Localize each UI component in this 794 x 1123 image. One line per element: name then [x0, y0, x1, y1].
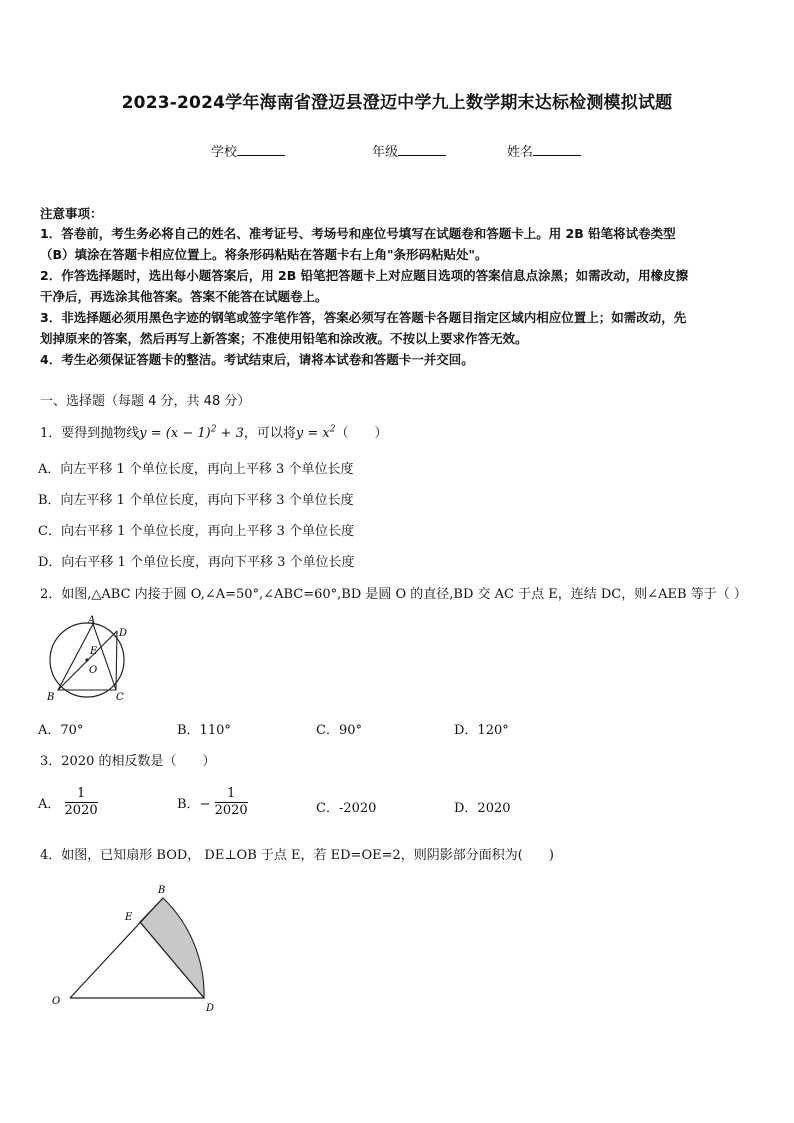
q3-option-a: A． $\frac{1}{2020}$	[38, 786, 98, 818]
school-field	[211, 141, 285, 160]
question-2: 2．如图,△ABC 内接于圆 O,∠A=50°,∠ABC=60°,BD 是圆 O 的直径,BD 交 AC 于点 E，连结 DC，则∠AEB 等于（ ）	[40, 587, 747, 602]
name-field	[507, 141, 581, 160]
q2-label-a: A	[88, 615, 96, 626]
q1-option-a: A．向左平移 1 个单位长度，再向上平移 3 个单位长度	[38, 462, 354, 477]
q3-option-b: B．− $\frac{1}{2020}$	[177, 786, 248, 818]
q3-option-a-fraction: $\frac{1}{2020}$	[64, 786, 98, 818]
q1-formula2: $y = x^2$	[295, 424, 336, 441]
q4-label-o: O	[52, 996, 61, 1007]
question-3: 3．2020 的相反数是（ ）	[40, 754, 216, 769]
notice-line-5: 3．非选择题必须用黑色字迹的钢笔或签字笔作答，答案必须写在答题卡各题目指定区域内相应位置上；如需改动，先	[40, 310, 687, 325]
q4-label-b: B	[158, 885, 166, 896]
q2-label-b: B	[47, 692, 55, 703]
notice-line-7: 4．考生必须保证答题卡的整洁。考试结束后，请将本试卷和答题卡一并交回。	[40, 352, 474, 367]
q4-radius-ob	[70, 898, 163, 998]
q2-center-point	[85, 658, 88, 661]
q2-option-b: B．110°	[177, 723, 231, 738]
notice-line-1: 1．答卷前，考生务必将自己的姓名、准考证号、考场号和座位号填写在试题卷和答题卡上。用 2B 铅笔将试卷类型	[40, 226, 676, 241]
grade-label: 年级	[372, 145, 399, 160]
q4-sector-figure	[46, 878, 226, 1018]
name-label: 姓名	[507, 145, 534, 160]
q1-option-d: D．向右平移 1 个单位长度，再向下平移 3 个单位长度	[38, 555, 355, 570]
grade-blank	[398, 143, 446, 156]
q2-option-a: A．70°	[38, 723, 84, 738]
q2-option-d: D．120°	[454, 723, 509, 738]
name-blank	[533, 143, 581, 156]
notice-line-6: 划掉原来的答案，然后再写上新答案；不准使用铅笔和涂改液。不按以上要求作答无效。	[40, 331, 528, 346]
q2-option-c: C．90°	[316, 723, 362, 738]
q1-suffix: （ ）	[335, 426, 388, 441]
q2-label-d: D	[119, 628, 128, 639]
notice-line-4: 干净后，再选涂其他答案。答案不能答在试题卷上。	[40, 289, 328, 304]
question-4: 4．如图，已知扇形 BOD， DE⊥OB 于点 E，若 ED=OE=2，则阴影部分面积为( )	[40, 848, 554, 863]
notice-line-2: （B）填涂在答题卡相应位置上。将条形码粘贴在答题卡右上角"条形码粘贴处"。	[40, 247, 488, 262]
question-1	[40, 422, 387, 441]
grade-field	[372, 141, 446, 160]
notice-heading: 注意事项：	[40, 206, 103, 221]
q1-middle: ，可以将	[243, 426, 296, 441]
q2-label-o: O	[89, 665, 98, 676]
q2-circle-figure	[44, 612, 134, 704]
notice-line-3: 2．作答选择题时，选出每小题答案后，用 2B 铅笔把答题卡上对应题目选项的答案信息点涂黑；如需改动，用橡皮擦	[40, 268, 689, 283]
q1-formula: $y = (x - 1)^2 + 3$	[139, 424, 244, 441]
page-title: 2023-2024学年海南省澄迈县澄迈中学九上数学期末达标检测模拟试题	[121, 93, 673, 113]
q4-label-e: E	[125, 912, 133, 923]
q1-option-c: C．向右平移 1 个单位长度，再向上平移 3 个单位长度	[38, 524, 355, 539]
q3-option-b-fraction: $\frac{1}{2020}$	[214, 786, 248, 818]
q1-option-b: B．向左平移 1 个单位长度，再向下平移 3 个单位长度	[38, 493, 354, 508]
section-title: 一、选择题（每题 4 分，共 48 分）	[40, 394, 251, 409]
q3-option-c: C．-2020	[316, 801, 377, 816]
q2-label-e: E	[90, 646, 98, 657]
q3-option-d: D．2020	[454, 801, 511, 816]
q2-label-c: C	[116, 692, 124, 703]
q4-label-d: D	[206, 1003, 215, 1014]
school-blank	[237, 143, 285, 156]
school-label: 学校	[211, 145, 238, 160]
q2-triangle-abc	[58, 624, 116, 690]
q1-prefix: 1．要得到抛物线	[40, 426, 140, 441]
